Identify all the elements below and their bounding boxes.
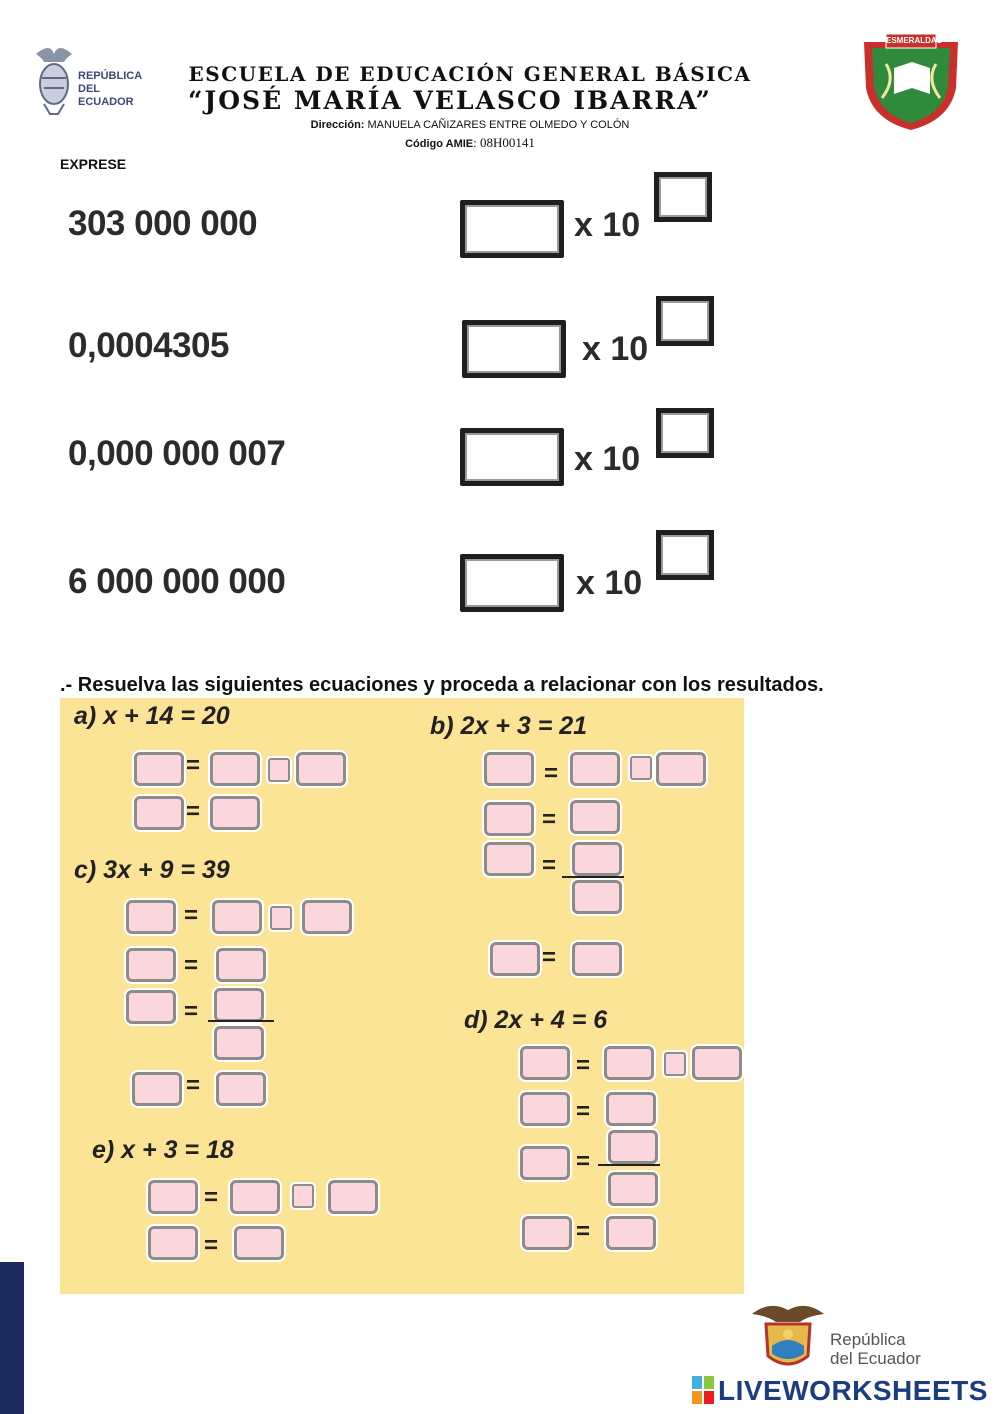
exponent-input-2[interactable] (656, 296, 714, 346)
eq-d-input-3[interactable] (692, 1046, 742, 1080)
exponent-input-1[interactable] (654, 172, 712, 222)
equation-e-title: e) x + 3 = 18 (92, 1136, 234, 1164)
exponent-input-4[interactable] (656, 530, 714, 580)
eq-b-equals-2: = (542, 806, 557, 833)
eq-b-equals-1: = (544, 760, 559, 787)
eq-e-operator-input[interactable] (292, 1184, 314, 1208)
eq-d-input-2[interactable] (604, 1046, 654, 1080)
address-label: Dirección: (310, 119, 365, 131)
times-ten-label-2: x 10 (582, 330, 649, 368)
equation-c-title: c) 3x + 9 = 39 (74, 856, 230, 884)
ecuador-coat-of-arms-logo (30, 40, 143, 120)
coefficient-input-2[interactable] (462, 320, 566, 378)
eq-d-numerator-input[interactable] (608, 1130, 658, 1164)
eq-a-equals-2: = (186, 798, 201, 825)
eq-d-operator-input[interactable] (664, 1052, 686, 1076)
eq-a-operator-input[interactable] (268, 758, 290, 782)
eq-d-input-6[interactable] (520, 1146, 570, 1180)
number-4: 6 000 000 000 (68, 562, 286, 601)
left-logo-line1: REPÚBLICA (78, 70, 143, 82)
eq-a-input-5[interactable] (210, 796, 260, 830)
liveworksheets-brand: LIVEWORKSHEETS (718, 1375, 988, 1406)
times-ten-label-3: x 10 (574, 440, 641, 478)
eq-a-input-3[interactable] (296, 752, 346, 786)
eq-e-input-2[interactable] (230, 1180, 280, 1214)
eq-a-equals-1: = (186, 752, 201, 779)
eq-c-fraction-bar (208, 1020, 274, 1022)
eq-d-equals-1: = (576, 1052, 591, 1079)
number-3: 0,000 000 007 (68, 434, 286, 473)
eq-d-equals-2: = (576, 1098, 591, 1125)
number-2: 0,0004305 (68, 326, 229, 365)
eq-b-fraction-bar (562, 876, 624, 878)
liveworksheets-logo-icon (692, 1376, 714, 1404)
eq-d-input-4[interactable] (520, 1092, 570, 1126)
eq-b-equals-4: = (542, 944, 557, 971)
number-1: 303 000 000 (68, 204, 258, 243)
times-ten-label-4: x 10 (576, 564, 643, 602)
eq-d-denominator-input[interactable] (608, 1172, 658, 1206)
address-line (220, 119, 720, 131)
eq-b-input-3[interactable] (656, 752, 706, 786)
eq-c-input-1[interactable] (126, 900, 176, 934)
equations-instruction: .- Resuelva las siguientes ecuaciones y proceda a relacionar con los resultados. (60, 674, 824, 696)
eq-c-numerator-input[interactable] (214, 988, 264, 1022)
eq-c-equals-4: = (186, 1072, 201, 1099)
amie-value: : 08H00141 (473, 135, 535, 150)
section-label-exprese: EXPRESE (60, 156, 127, 172)
times-ten-label-1: x 10 (574, 206, 641, 244)
eq-c-input-4[interactable] (126, 948, 176, 982)
eq-b-input-6[interactable] (484, 842, 534, 876)
eq-c-denominator-input[interactable] (214, 1026, 264, 1060)
eq-d-input-8[interactable] (606, 1216, 656, 1250)
eq-c-equals-2: = (184, 952, 199, 979)
eq-a-input-1[interactable] (134, 752, 184, 786)
school-title: “JOSÉ MARÍA VELASCO IBARRA” (188, 86, 712, 115)
equation-b-title: b) 2x + 3 = 21 (430, 712, 588, 740)
footer-republic-line1: República (830, 1330, 906, 1349)
eq-d-input-5[interactable] (606, 1092, 656, 1126)
eq-b-input-2[interactable] (570, 752, 620, 786)
eq-e-equals-1: = (204, 1184, 219, 1211)
eq-b-input-1[interactable] (484, 752, 534, 786)
eq-c-equals-3: = (184, 998, 199, 1025)
coefficient-input-4[interactable] (460, 554, 564, 612)
eq-c-input-6[interactable] (126, 990, 176, 1024)
eq-c-operator-input[interactable] (270, 906, 292, 930)
equation-d-title: d) 2x + 4 = 6 (464, 1006, 608, 1034)
eq-b-input-7[interactable] (490, 942, 540, 976)
school-name: ESCUELA DE EDUCACIÓN GENERAL BÁSICA (188, 62, 752, 86)
eq-d-equals-3: = (576, 1148, 591, 1175)
left-navy-bar (0, 1262, 24, 1414)
eq-e-equals-2: = (204, 1232, 219, 1259)
eq-e-input-5[interactable] (234, 1226, 284, 1260)
eq-c-input-7[interactable] (132, 1072, 182, 1106)
exponent-input-3[interactable] (656, 408, 714, 458)
eq-c-equals-1: = (184, 902, 199, 929)
eq-d-equals-4: = (576, 1218, 591, 1245)
eq-b-numerator-input[interactable] (572, 842, 622, 876)
eq-d-input-7[interactable] (522, 1216, 572, 1250)
amie-label: Código AMIE (405, 138, 474, 150)
eq-d-input-1[interactable] (520, 1046, 570, 1080)
eq-b-input-8[interactable] (572, 942, 622, 976)
eq-c-input-2[interactable] (212, 900, 262, 934)
eq-b-equals-3: = (542, 852, 557, 879)
eq-a-input-2[interactable] (210, 752, 260, 786)
eq-c-input-5[interactable] (216, 948, 266, 982)
eq-c-input-3[interactable] (302, 900, 352, 934)
eq-b-input-4[interactable] (484, 802, 534, 836)
eq-a-input-4[interactable] (134, 796, 184, 830)
address-value: MANUELA CAÑIZARES ENTRE OLMEDO Y COLÓN (367, 119, 630, 131)
eq-b-input-5[interactable] (570, 800, 620, 834)
amie-line (220, 135, 720, 151)
coefficient-input-3[interactable] (460, 428, 564, 486)
left-logo-line2: DEL ECUADOR (78, 83, 134, 108)
footer-coat-of-arms (748, 1300, 828, 1378)
eq-e-input-3[interactable] (328, 1180, 378, 1214)
equation-a-title: a) x + 14 = 20 (74, 702, 230, 730)
footer-republic-line2: del Ecuador (830, 1349, 921, 1368)
school-shield-logo (856, 28, 966, 133)
eq-b-denominator-input[interactable] (572, 880, 622, 914)
condor-shield-icon (748, 1300, 828, 1378)
footer-republic-text (830, 1330, 921, 1368)
eq-e-input-1[interactable] (148, 1180, 198, 1214)
eq-b-operator-input[interactable] (630, 756, 652, 780)
coefficient-input-1[interactable] (460, 200, 564, 258)
eq-d-fraction-bar (598, 1164, 660, 1166)
eq-e-input-4[interactable] (148, 1226, 198, 1260)
shield-banner-text: ESMERALDAS (886, 36, 943, 45)
eq-c-input-8[interactable] (216, 1072, 266, 1106)
